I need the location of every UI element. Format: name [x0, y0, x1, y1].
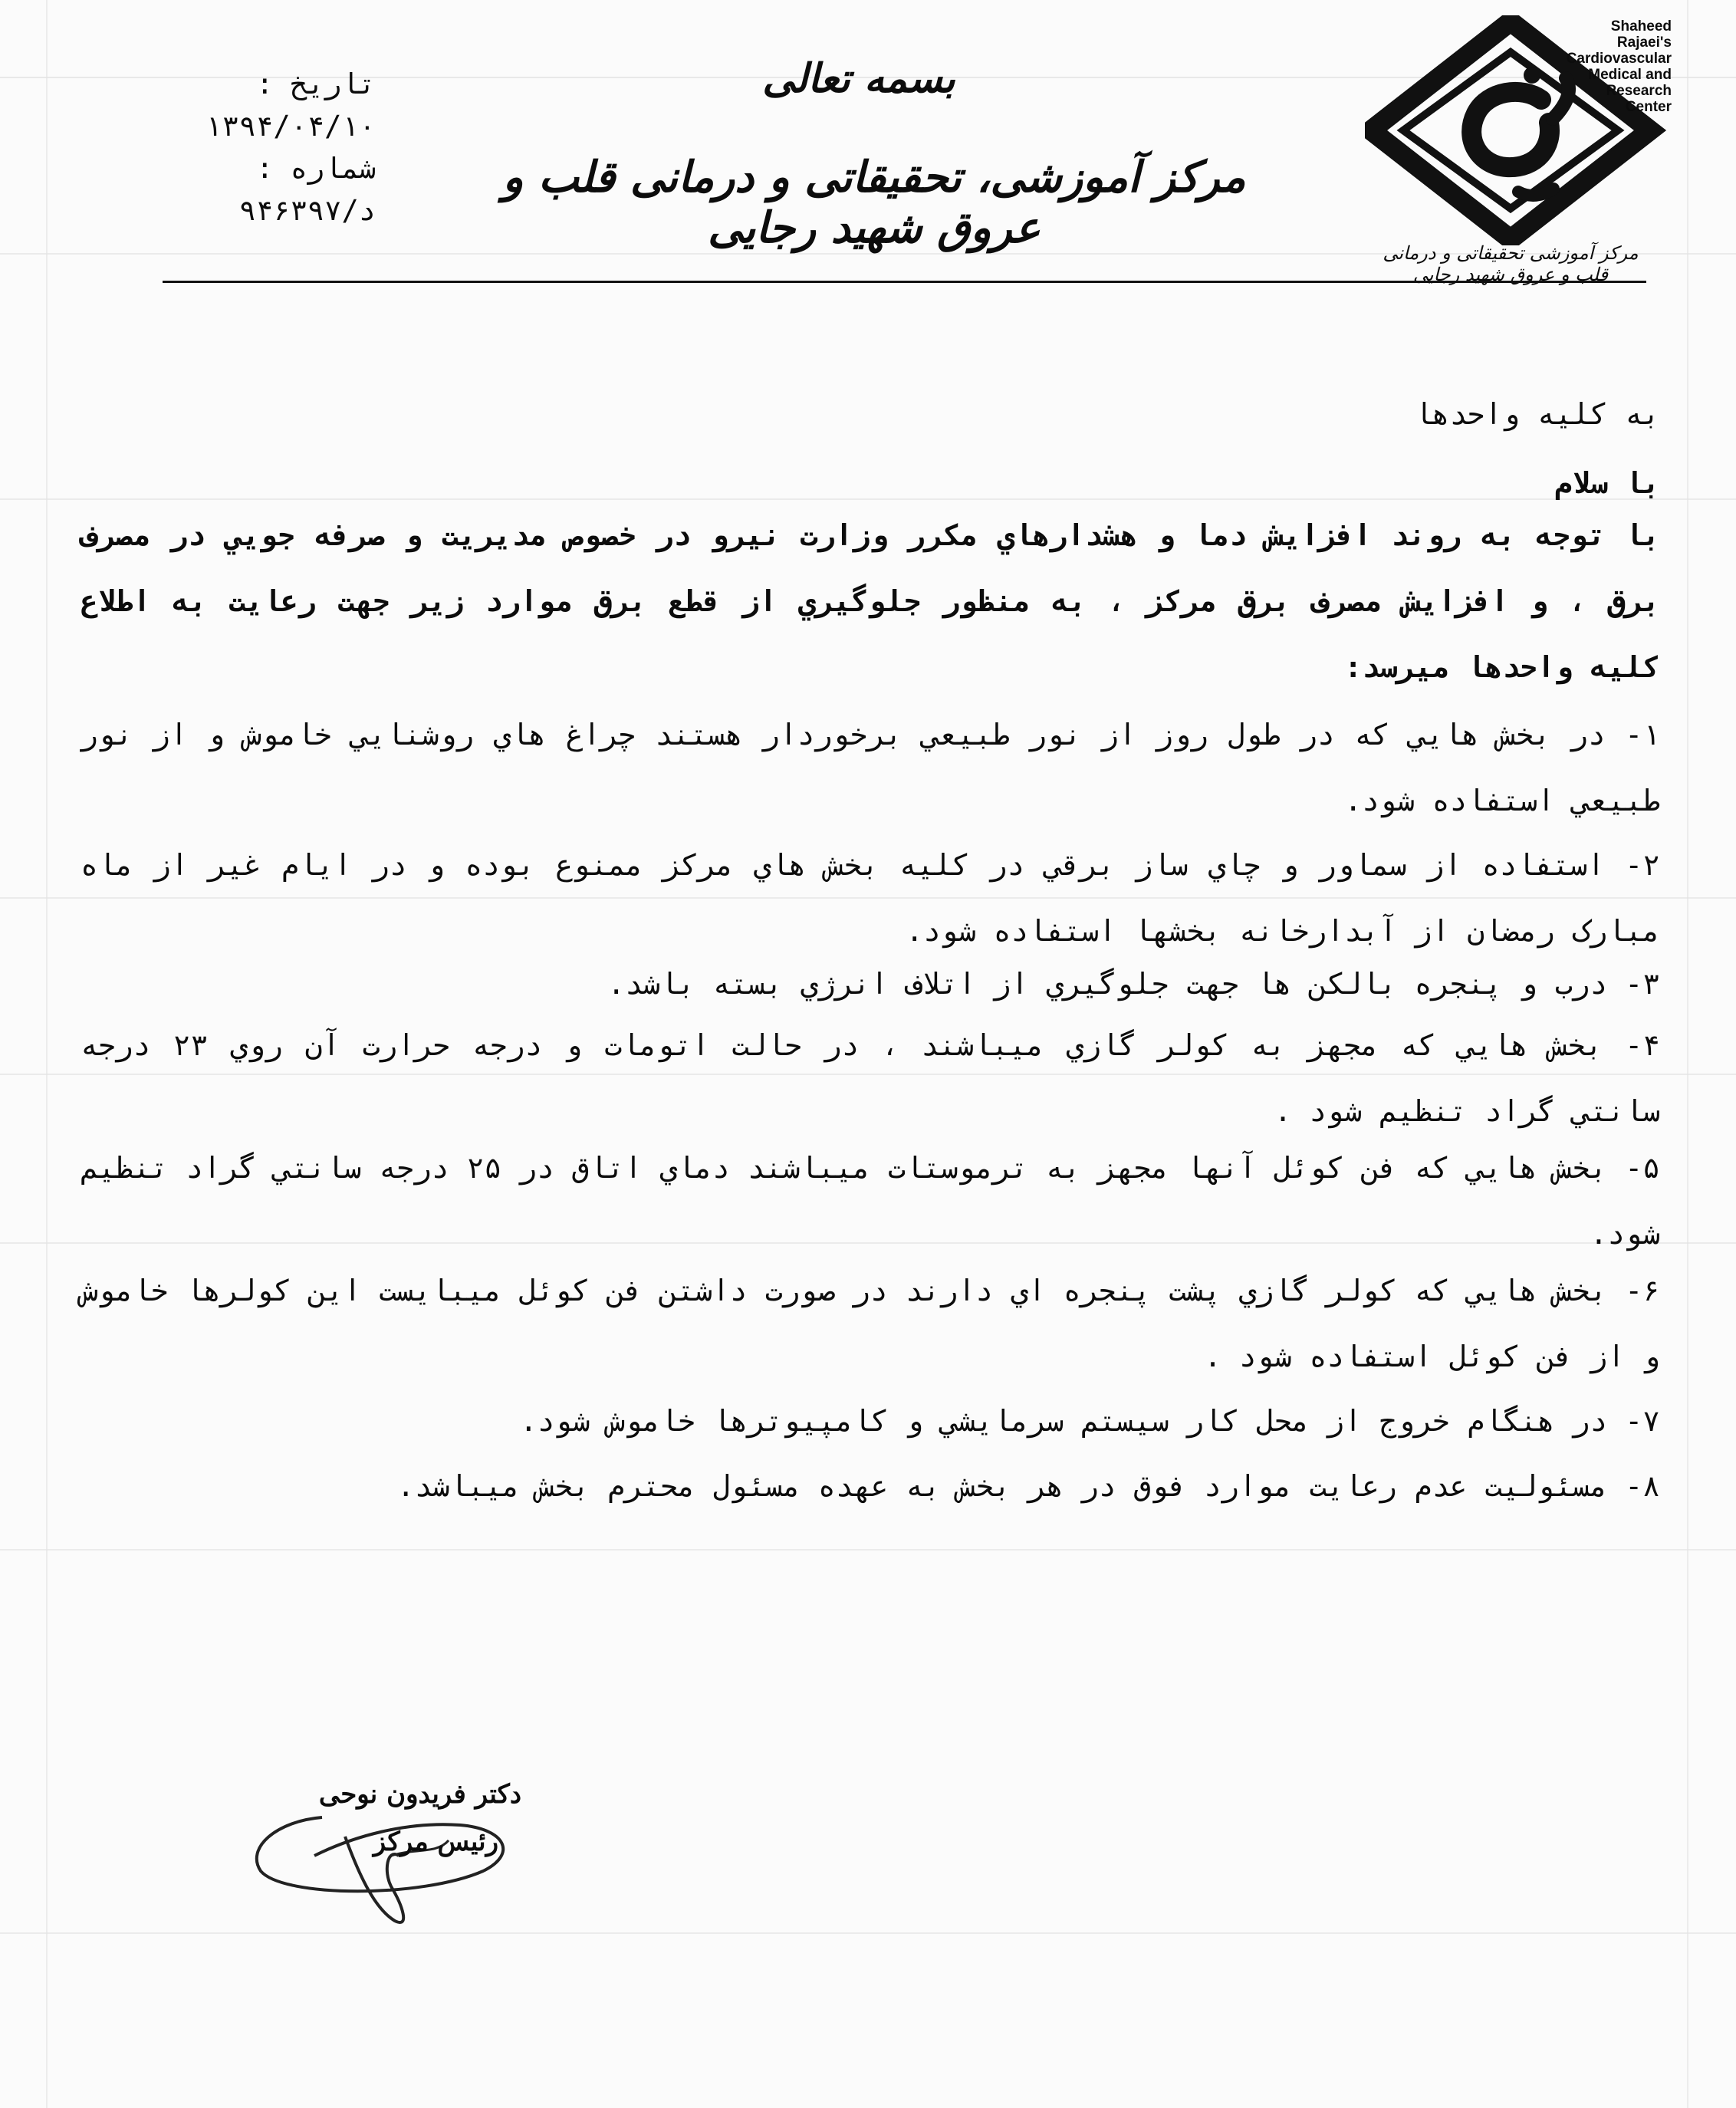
logo-english-text: Shaheed Rajaei's Cardiovascular Medical and Research Center	[1566, 18, 1672, 115]
signatory-title: رئیس مرکز	[373, 1827, 498, 1857]
list-item: ۴- بخش هایي که مجهز به کولر گازي میباشند ، در حالت اتومات و درجه حرارت آن روي ۲۳ درجه سانتي گراد تنظیم شود .	[81, 1028, 1660, 1128]
addressee: به کلیه واحدها	[1414, 397, 1660, 431]
list-item: ۲- استفاده از سماور و چاي ساز برقي در کلیه بخش هاي مرکز ممنوع بوده و در ایام غیر از ماه مبارک رمضان از آبدارخانه بخشها استفاده شود.	[81, 848, 1660, 948]
number-value: ۹۴د/۶۳۹۷	[238, 194, 376, 227]
signatory-name: دکتر فریدون نوحی	[318, 1779, 521, 1810]
list-item: ۷- در هنگام خروج از محل کار سیستم سرمایشي و کامپیوترها خاموش شود.	[519, 1404, 1660, 1438]
number-label: شماره :	[256, 152, 376, 185]
date-label: تاریخ :	[256, 67, 376, 100]
header-divider	[163, 281, 1646, 283]
letter-intro: با توجه به روند افزایش دما و هشدارهاي مکرر وزارت نیرو در خصوص مدیریت و صرفه جویي در مصرف برق ، و افزایش مصرف برق مرکز ، به منظور جلوگیري از قطع برق موارد زیر جهت رعایت به اطلاع کلیه واحدها میرسد:	[81, 518, 1660, 684]
list-item: ۸- مسئولیت عدم رعایت موارد فوق در هر بخش به عهده مسئول محترم بخش میباشد.	[396, 1469, 1660, 1503]
signature-block	[230, 1764, 537, 1940]
list-item: ۵- بخش هایي که فن کوئل آنها مجهز به ترموستات میباشند دماي اتاق در ۲۵ درجه سانتي گراد تنظیم شود.	[81, 1151, 1660, 1251]
date-value: ۱۳۹۴/۰۴/۱۰	[205, 110, 376, 143]
list-item: ۶- بخش هایي که کولر گازي پشت پنجره اي دارند در صورت داشتن فن کوئل میبایست این کولرها خاموش و از فن کوئل استفاده شود .	[81, 1274, 1660, 1373]
bismillah-heading: بسمه تعالی	[762, 55, 955, 102]
institution-name: مرکز آموزشی، تحقیقاتی و درمانی قلب و عروق شهید رجایی	[502, 152, 1246, 253]
hospital-logo	[1365, 15, 1687, 284]
greeting: با سلام	[1554, 466, 1660, 500]
list-item: ۱- در بخش هایي که در طول روز از نور طبیعي برخوردار هستند چراغ هاي روشنایي خاموش و از نور طبیعي استفاده شود.	[81, 718, 1660, 817]
bleed-through-line	[46, 0, 48, 2108]
bleed-through-line	[1687, 0, 1688, 2108]
letter-meta	[146, 63, 376, 232]
bleed-through-line	[0, 1549, 1736, 1551]
list-item: ۳- درب و پنجره بالکن ها جهت جلوگیري از اتلاف انرژي بسته باشد.	[607, 967, 1660, 1001]
logo-persian-text: مرکز آموزشی تحقیقاتی و درمانی قلب و عروق شهید رجایی	[1383, 242, 1639, 285]
